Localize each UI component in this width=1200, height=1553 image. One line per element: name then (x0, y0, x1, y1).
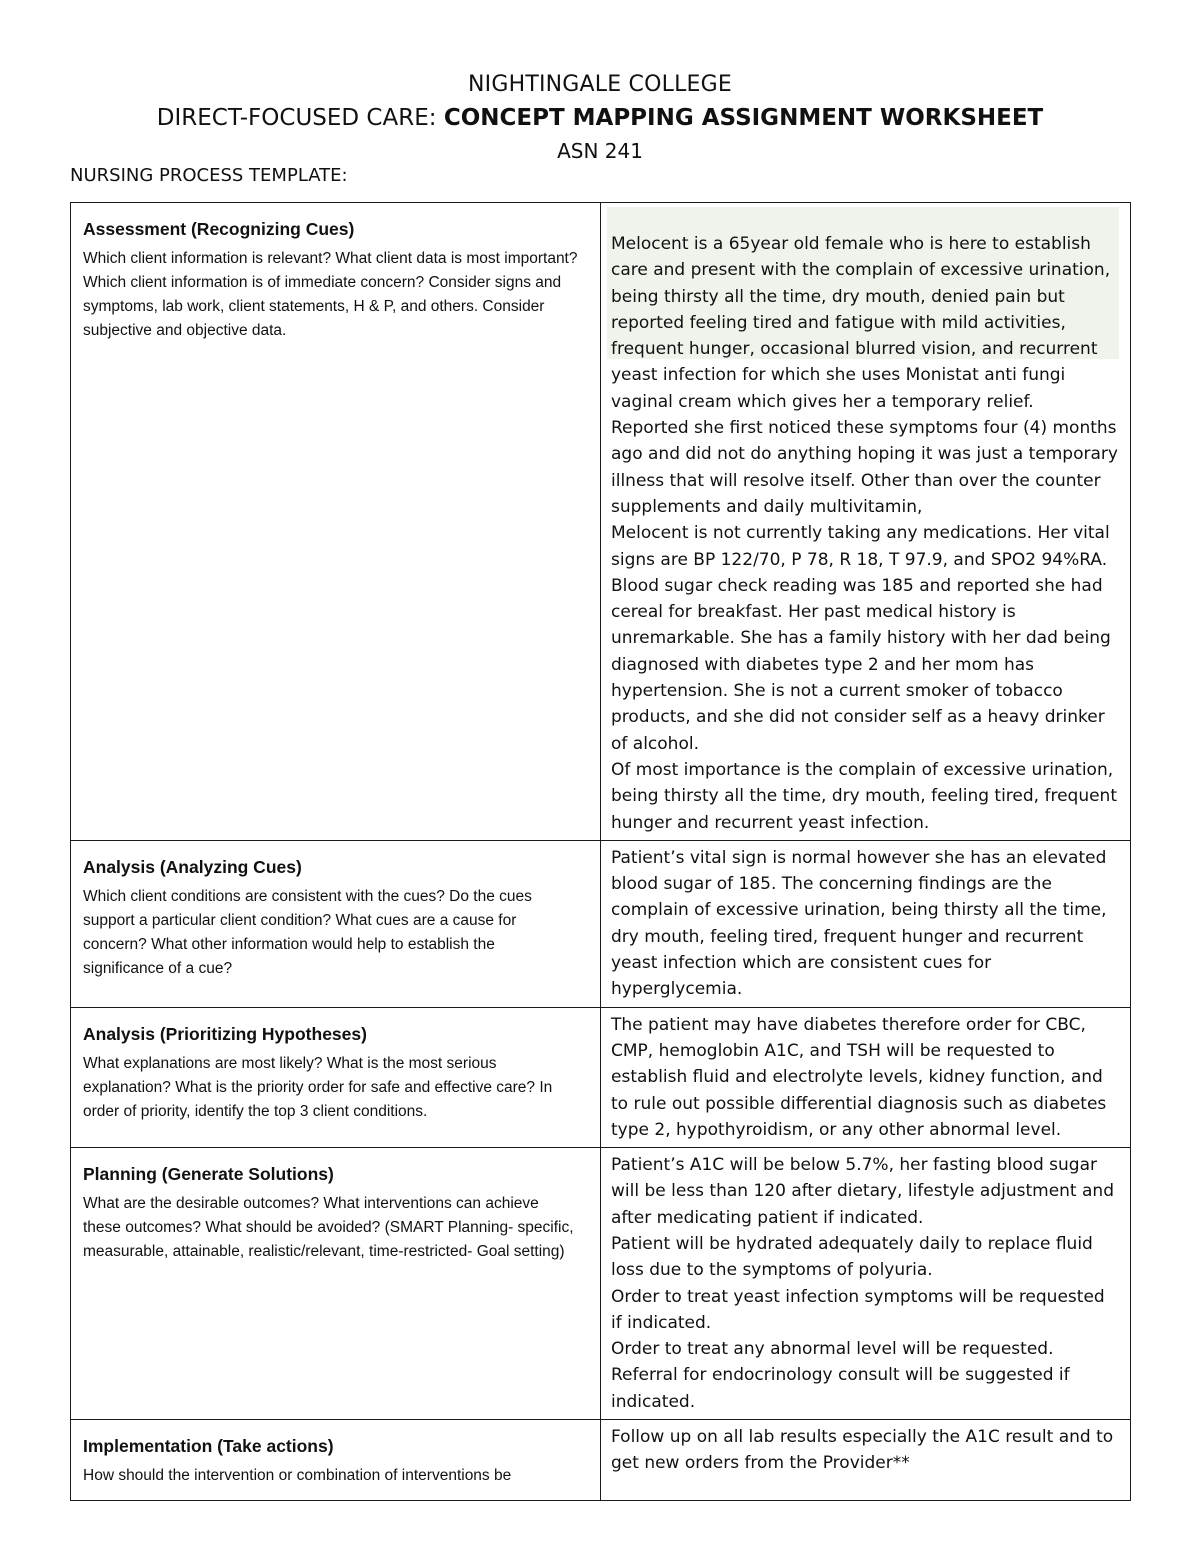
prompt-cell-implementation (71, 1420, 601, 1501)
row-question: What are the desirable outcomes? What interventions can achieve these outcomes? What should be avoided? (SMART Planning- specific, measurable, attainable, realistic/relevant, time-restricted- Goal setting) (83, 1195, 574, 1261)
title-prefix: DIRECT-FOCUSED CARE: (156, 105, 444, 131)
response-paragraph: Patient will be hydrated adequately daily to replace fluid loss due to the symptoms of polyuria. (611, 1233, 1093, 1281)
nursing-process-table (70, 202, 1131, 1501)
response-paragraph: Order to treat yeast infection symptoms will be requested if indicated. (611, 1286, 1105, 1333)
table-row-analyzing-cues (71, 840, 1131, 1007)
table-row-assessment (71, 203, 1131, 841)
row-heading: Planning (Generate Solutions) (83, 1164, 334, 1185)
response-cell-implementation (601, 1420, 1131, 1501)
response-cell-analyzing-cues (601, 840, 1131, 1007)
response-cell-assessment (601, 203, 1131, 841)
response-paragraph: Melocent is not currently taking any medications. Her vital signs are BP 122/70, P 78, R 18, T 97.9, and SPO2 94%RA. Blood sugar check reading was 185 and reported she had cereal for breakfast. Her past medical history is unremarkable. She has a family history with her dad being diagnosed with diabetes type 2 and her mom has hypertension. She is not a current smoker of tobacco products, and she did not consider self as a heavy drinker of alcohol. (611, 523, 1111, 754)
response-paragraph: Follow up on all lab results especially the A1C result and to get new orders from the Provider** (611, 1427, 1114, 1474)
response-paragraph: Reported she first noticed these symptoms four (4) months ago and did not do anything hoping it was just a temporary illness that will resolve itself. Other than over the counter supplements and daily multivitamin, (611, 418, 1118, 517)
course-code: ASN 241 (557, 139, 643, 163)
prompt-cell-planning (71, 1148, 601, 1420)
row-heading: Analysis (Analyzing Cues) (83, 856, 302, 877)
worksheet-title (0, 102, 1200, 134)
row-question: Which client conditions are consistent with the cues? Do the cues support a particular client condition? What cues are a cause for concern? What other information would help to establish the significance of a cue? (83, 887, 532, 977)
response-cell-planning (601, 1148, 1131, 1420)
row-question: How should the intervention or combination of interventions be (83, 1467, 512, 1485)
prompt-cell-analyzing-cues (71, 840, 601, 1007)
row-question: What explanations are most likely? What is the most serious explanation? What is the priority order for safe and effective care? In order of priority, identify the top 3 client conditions. (83, 1054, 553, 1120)
title-bold: CONCEPT MAPPING ASSIGNMENT WORKSHEET (443, 105, 1044, 131)
row-heading: Analysis (Prioritizing Hypotheses) (83, 1023, 367, 1044)
row-heading: Implementation (Take actions) (83, 1436, 334, 1457)
prompt-cell-prioritizing-hypotheses (71, 1007, 601, 1147)
response-paragraph: Order to treat any abnormal level will be requested. (611, 1339, 1054, 1360)
response-cell-prioritizing-hypotheses (601, 1007, 1131, 1147)
row-question: Which client information is relevant? What client data is most important? Which client information is of immediate concern? Consider signs and symptoms, lab work, client statements, H & P, and others. Consider subjective and objective data. (83, 250, 578, 339)
template-label: NURSING PROCESS TEMPLATE: (70, 165, 348, 186)
table-row-planning (71, 1148, 1131, 1420)
row-heading: Assessment (Recognizing Cues) (83, 219, 355, 239)
table-row-implementation (71, 1420, 1131, 1501)
response-paragraph: Melocent is a 65year old female who is here to establish care and present with the complain of excessive urination, being thirsty all the time, dry mouth, denied pain but reported feeling tired and fatigue with mild activities, frequent hunger, occasional blurred vision, and recurrent yeast infection for which she uses Monistat anti fungi vaginal cream which gives her a temporary relief. (611, 234, 1111, 412)
prompt-cell-assessment (71, 203, 601, 841)
response-paragraph: The patient may have diabetes therefore order for CBC, CMP, hemoglobin A1C, and TSH will be requested to establish fluid and electrolyte levels, kidney function, and to rule out possible differential diagnosis such as diabetes type 2, hypothyroidism, or any other abnormal level. (611, 1014, 1107, 1140)
response-paragraph: Patient’s A1C will be below 5.7%, her fasting blood sugar will be less than 120 after dietary, lifestyle adjustment and after medicating patient if indicated. (611, 1155, 1114, 1228)
document-header (0, 70, 1200, 166)
response-paragraph: Referral for endocrinology consult will be suggested if indicated. (611, 1365, 1070, 1412)
college-name: NIGHTINGALE COLLEGE (467, 72, 732, 97)
response-paragraph: Patient’s vital sign is normal however she has an elevated blood sugar of 185. The concerning findings are the complain of excessive urination, being thirsty all the time, dry mouth, feeling tired, frequent hunger and recurrent yeast infection which are consistent cues for hyperglycemia. (611, 847, 1107, 1000)
table-row-prioritizing-hypotheses (71, 1007, 1131, 1147)
response-paragraph: Of most importance is the complain of excessive urination, being thirsty all the time, dry mouth, feeling tired, frequent hunger and recurrent yeast infection. (611, 759, 1117, 833)
